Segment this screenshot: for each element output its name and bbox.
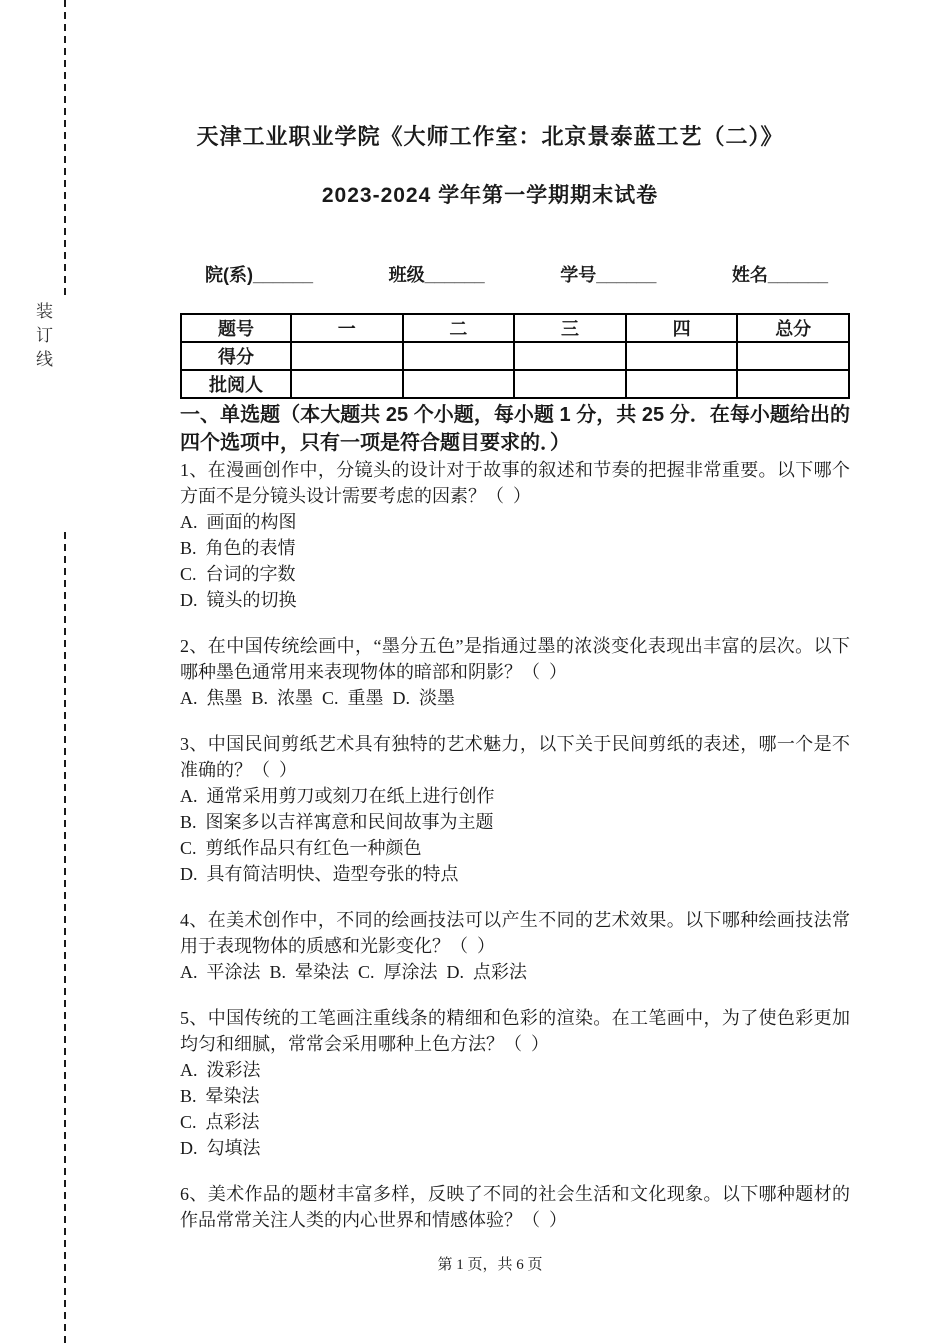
reviewer-cell — [403, 370, 515, 398]
field-class: 班级______ — [388, 265, 485, 285]
score-header-part-1: 一 — [291, 314, 403, 342]
score-row — [181, 342, 849, 370]
binding-line-top — [64, 0, 66, 295]
score-row-label: 得分 — [181, 342, 291, 370]
reviewer-cell — [291, 370, 403, 398]
score-table-header-row — [181, 314, 849, 342]
question-1-option-a: A. 画面的构图 — [180, 512, 297, 532]
question-3 — [180, 731, 850, 887]
question-5-option-d: D. 勾填法 — [180, 1138, 261, 1158]
reviewer-cell — [737, 370, 849, 398]
score-header-total: 总分 — [737, 314, 849, 342]
score-cell — [514, 342, 626, 370]
score-header-question-no: 题号 — [181, 314, 291, 342]
question-5-option-a: A. 泼彩法 — [180, 1060, 261, 1080]
question-2-options-inline: A. 焦墨 B. 浓墨 C. 重墨 D. 淡墨 — [180, 688, 456, 708]
question-1 — [180, 457, 850, 613]
field-student-id: 学号______ — [560, 265, 657, 285]
question-6-text: 6、美术作品的题材丰富多样，反映了不同的社会生活和文化现象。以下哪种题材的作品常常关注人类的内心世界和情感体验？（ ） — [180, 1184, 850, 1230]
question-2-text: 2、在中国传统绘画中，“墨分五色”是指通过墨的浓淡变化表现出丰富的层次。以下哪种墨色通常用来表现物体的暗部和阴影？（ ） — [180, 636, 850, 682]
exam-body — [180, 263, 850, 1233]
exam-title: 天津工业职业学院《大师工作室：北京景泰蓝工艺（二）》 — [196, 124, 784, 149]
question-6 — [180, 1181, 850, 1233]
score-cell — [737, 342, 849, 370]
score-cell — [291, 342, 403, 370]
question-1-option-b: B. 角色的表情 — [180, 538, 296, 558]
question-3-option-d: D. 具有简洁明快、造型夸张的特点 — [180, 864, 459, 884]
binding-line-bottom — [64, 532, 66, 1344]
score-header-part-2: 二 — [403, 314, 515, 342]
question-1-text: 1、在漫画创作中，分镜头的设计对于故事的叙述和节奏的把握非常重要。以下哪个方面不是分镜头设计需要考虑的因素？（ ） — [180, 460, 850, 506]
exam-subtitle: 2023-2024 学年第一学期期末试卷 — [321, 184, 659, 207]
question-4-text: 4、在美术创作中，不同的绘画技法可以产生不同的艺术效果。以下哪种绘画技法常用于表现物体的质感和光影变化？（ ） — [180, 910, 850, 956]
question-3-option-c: C. 剪纸作品只有红色一种颜色 — [180, 838, 422, 858]
score-cell — [626, 342, 738, 370]
reviewer-row — [181, 370, 849, 398]
question-1-option-c: C. 台词的字数 — [180, 564, 296, 584]
reviewer-cell — [626, 370, 738, 398]
question-3-option-b: B. 图案多以吉祥寓意和民间故事为主题 — [180, 812, 494, 832]
question-5-option-c: C. 点彩法 — [180, 1112, 260, 1132]
section-heading: 一、单选题（本大题共 25 个小题，每小题 1 分，共 25 分．在每小题给出的四个选项中，只有一项是符合题目要求的．） — [180, 404, 850, 454]
reviewer-cell — [514, 370, 626, 398]
student-info-row — [180, 263, 850, 288]
question-5 — [180, 1005, 850, 1161]
question-4 — [180, 907, 850, 985]
score-header-part-3: 三 — [514, 314, 626, 342]
field-name: 姓名______ — [731, 265, 828, 285]
question-1-option-d: D. 镜头的切换 — [180, 590, 297, 610]
question-4-options-inline: A. 平涂法 B. 晕染法 C. 厚涂法 D. 点彩法 — [180, 962, 528, 982]
score-header-part-4: 四 — [626, 314, 738, 342]
reviewer-row-label: 批阅人 — [181, 370, 291, 398]
score-table — [180, 313, 850, 399]
question-2 — [180, 633, 850, 711]
binding-line-label: 装订线 — [33, 302, 52, 374]
field-department: 院(系)______ — [205, 265, 314, 285]
question-5-text: 5、中国传统的工笔画注重线条的精细和色彩的渲染。在工笔画中，为了使色彩更加均匀和细腻，常常会采用哪种上色方法？（ ） — [180, 1008, 850, 1054]
question-3-text: 3、中国民间剪纸艺术具有独特的艺术魅力，以下关于民间剪纸的表述，哪一个是不准确的？（ ） — [180, 734, 850, 780]
question-5-option-b: B. 晕染法 — [180, 1086, 260, 1106]
page-footer: 第 1 页，共 6 页 — [437, 1257, 543, 1273]
title-block — [70, 120, 910, 209]
question-3-option-a: A. 通常采用剪刀或刻刀在纸上进行创作 — [180, 786, 495, 806]
score-cell — [403, 342, 515, 370]
